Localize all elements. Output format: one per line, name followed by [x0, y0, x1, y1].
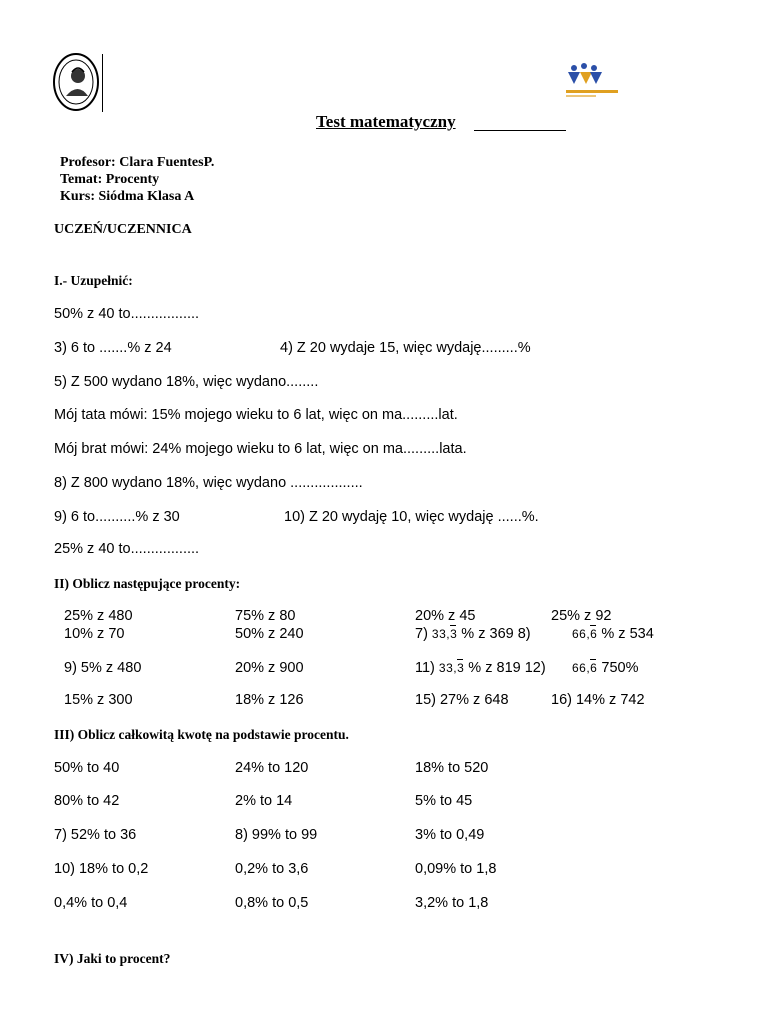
- exercise-suffix: % z 819 12): [464, 660, 546, 676]
- exercise-cell: 20% z 45: [415, 608, 476, 624]
- repeating-decimal: [439, 661, 464, 675]
- exercise-line: Mój tata mówi: 15% mojego wieku to 6 lat, więc on ma.........lat.: [54, 407, 458, 423]
- exercise-cell: 15) 27% z 648: [415, 692, 509, 708]
- exercise-cell: 75% z 80: [235, 608, 296, 624]
- exercise-cell: 5% to 45: [415, 793, 473, 809]
- exercise-cell: 25% z 92: [551, 608, 612, 624]
- exercise-line: 9) 6 to..........% z 30: [54, 509, 180, 525]
- logo-divider: [102, 54, 103, 112]
- exercise-cell: 0,4% to 0,4: [54, 895, 128, 911]
- exercise-cell: 10) 18% to 0,2: [54, 861, 149, 877]
- exercise-cell: [415, 660, 546, 676]
- exercise-cell: [572, 626, 654, 642]
- exercise-cell: [572, 660, 638, 676]
- exercise-line: 10) Z 20 wydaję 10, więc wydaję ......%.: [284, 509, 539, 525]
- decimal-value: 33,3: [438, 661, 465, 675]
- exercise-line: 5) Z 500 wydano 18%, więc wydano........: [54, 374, 319, 390]
- exercise-suffix: % z 534: [597, 626, 654, 642]
- student-label: UCZEŃ/UCZENNICA: [54, 222, 192, 237]
- exercise-cell: 0,2% to 3,6: [235, 861, 309, 877]
- school-seal-icon: [52, 52, 102, 112]
- exercise-line: Mój brat mówi: 24% mojego wieku to 6 lat, więc on ma.........lata.: [54, 441, 467, 457]
- exercise-cell: 15% z 300: [64, 692, 133, 708]
- exercise-suffix: 750%: [597, 660, 639, 676]
- teacher-label: Profesor: Clara FuentesP.: [60, 155, 215, 170]
- exercise-cell: 50% to 40: [54, 760, 120, 776]
- exercise-cell: 3% to 0,49: [415, 827, 485, 843]
- exercise-cell: 10% z 70: [64, 626, 125, 642]
- exercise-cell: 18% z 126: [235, 692, 304, 708]
- exercise-cell: 16) 14% z 742: [551, 692, 645, 708]
- exercise-line: 50% z 40 to.................: [54, 306, 200, 322]
- exercise-cell: 7) 52% to 36: [54, 827, 137, 843]
- decimal-value: 33,3: [431, 627, 458, 641]
- section2-heading: II) Oblicz następujące procenty:: [54, 576, 241, 591]
- exercise-cell: 50% z 240: [235, 626, 304, 642]
- section4-heading: IV) Jaki to procent?: [54, 951, 171, 966]
- exercise-cell: 2% to 14: [235, 793, 293, 809]
- exercise-cell: 20% z 900: [235, 660, 304, 676]
- exercise-cell: 18% to 520: [415, 760, 489, 776]
- page-title: Test matematyczny: [316, 112, 456, 131]
- exercise-cell: [415, 626, 531, 642]
- repeating-decimal: [572, 627, 597, 641]
- exercise-cell: 25% z 480: [64, 608, 133, 624]
- exercise-line: 8) Z 800 wydano 18%, więc wydano ..................: [54, 475, 363, 491]
- section3-heading: III) Oblicz całkowitą kwotę na podstawie procentu.: [54, 727, 349, 742]
- repeating-decimal: [572, 661, 597, 675]
- exercise-cell: 24% to 120: [235, 760, 309, 776]
- exercise-line: 4) Z 20 wydaje 15, więc wydaję.........%: [280, 340, 531, 356]
- exercise-cell: 9) 5% z 480: [64, 660, 142, 676]
- exercise-prefix: 11): [415, 660, 439, 676]
- decimal-value: 66,6: [572, 627, 598, 641]
- exercise-cell: 80% to 42: [54, 793, 120, 809]
- exercise-cell: 3,2% to 1,8: [415, 895, 489, 911]
- school-seal-logo: [52, 52, 104, 112]
- repeating-decimal: [432, 627, 457, 641]
- decimal-value: 66,6: [572, 661, 598, 675]
- exercise-line: 3) 6 to .......% z 24: [54, 340, 172, 356]
- exercise-cell: 8) 99% to 99: [235, 827, 318, 843]
- exercise-cell: 0,8% to 0,5: [235, 895, 309, 911]
- title-underline: [474, 130, 566, 131]
- exercise-suffix: % z 369 8): [457, 626, 531, 642]
- exercise-prefix: 7): [415, 626, 432, 642]
- colina-logo-icon: [560, 58, 622, 110]
- course-label: Kurs: Siódma Klasa A: [60, 189, 195, 204]
- section1-heading: I.- Uzupełnić:: [54, 273, 133, 288]
- exercise-cell: 0,09% to 1,8: [415, 861, 497, 877]
- topic-label: Temat: Procenty: [60, 172, 160, 187]
- exercise-line: 25% z 40 to.................: [54, 541, 200, 557]
- school-logo-right: [560, 58, 622, 110]
